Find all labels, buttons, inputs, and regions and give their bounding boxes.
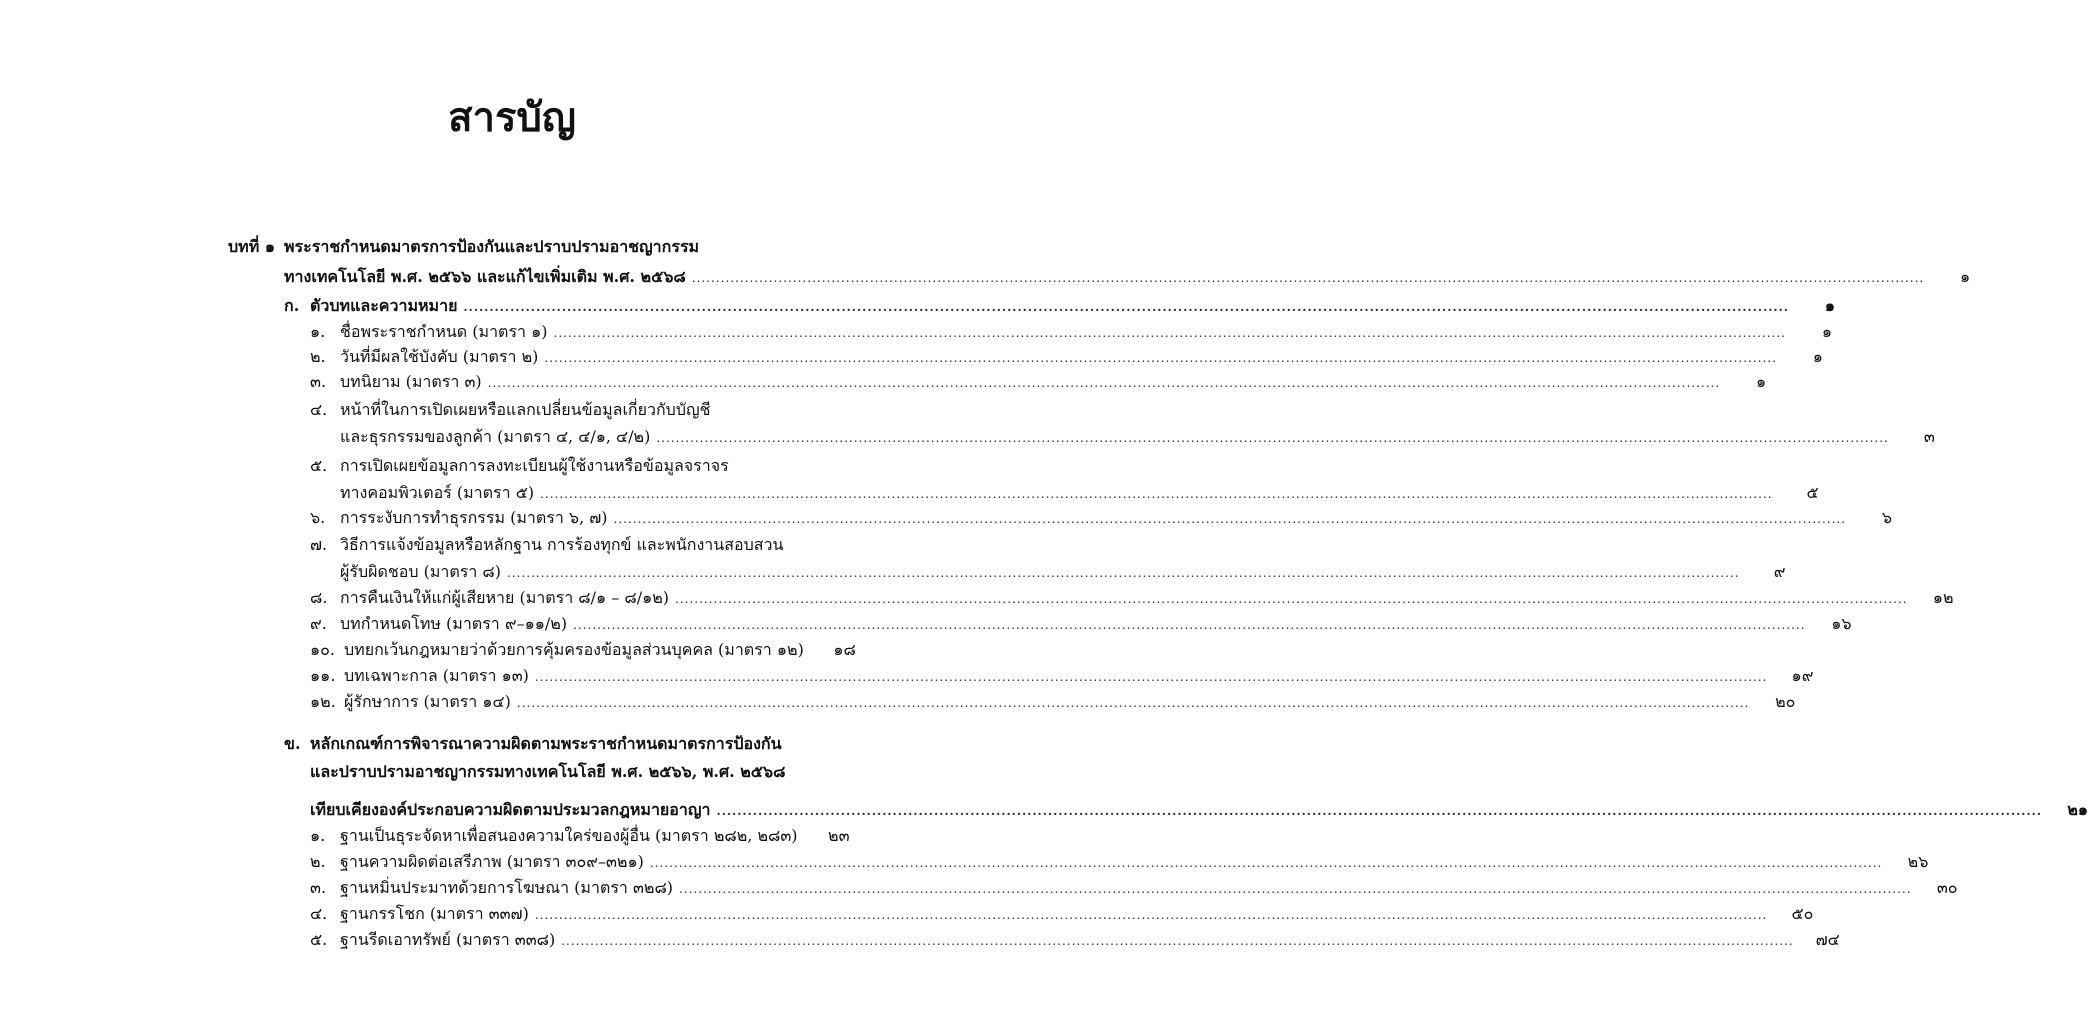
item-number: ๑๐. (310, 640, 336, 659)
page-number: ๑ (1812, 347, 1823, 366)
page-number: ๕ (1806, 483, 1819, 502)
page-number: ๖ (1881, 508, 1893, 527)
toc-item-a7-cont[interactable] (340, 559, 1786, 585)
item-title: การเปิดเผยข้อมูลการลงทะเบียนผู้ใช้งานหรือข้อมูลจราจร (340, 456, 729, 475)
page-number: ๑๘ (833, 640, 856, 659)
page-title: สารบัญ (448, 94, 576, 141)
page-number: ๒๖ (1907, 852, 1929, 871)
section-label: ก. (284, 296, 300, 315)
item-title: วันที่มีผลใช้บังคับ (มาตรา ๒) (340, 347, 539, 366)
section-title: ตัวบทและความหมาย (310, 296, 458, 315)
toc-item-b5[interactable] (310, 927, 1840, 953)
toc-item-a1[interactable] (310, 319, 1832, 345)
item-number: ๕. (310, 456, 328, 475)
page-number: ๙ (1773, 562, 1786, 581)
page-number: ๑ (1824, 296, 1835, 315)
item-title: ฐานเป็นธุระจัดหาเพื่อสนองความใคร่ของผู้อื่น (มาตรา ๒๘๒, ๒๘๓) (340, 826, 798, 845)
page-number: ๒๐ (1775, 692, 1796, 711)
section-b-heading-cont[interactable] (310, 759, 804, 785)
item-number: ๓. (310, 372, 327, 391)
item-title: บทกำหนดโทษ (มาตรา ๙–๑๑/๒) (340, 614, 568, 633)
item-title: ฐานรีดเอาทรัพย์ (มาตรา ๓๓๘) (340, 930, 556, 949)
item-title: บทนิยาม (มาตรา ๓) (340, 372, 482, 391)
item-title: ฐานหมิ่นประมาทด้วยการโฆษณา (มาตรา ๓๒๘) (340, 878, 674, 897)
page-number: ๒๓ (828, 826, 850, 845)
section-a-heading[interactable] (284, 293, 1835, 319)
toc-item-b3[interactable] (310, 875, 1958, 901)
toc-item-b2[interactable] (310, 849, 1929, 875)
toc-item-a5[interactable] (310, 453, 804, 479)
toc-item-a11[interactable] (310, 663, 1814, 689)
toc-item-a12[interactable] (310, 689, 1796, 715)
item-title: ฐานกรรโชก (มาตรา ๓๓๗) (340, 904, 529, 923)
leader-dots (517, 690, 1750, 716)
page-number: ๑ (1755, 372, 1767, 391)
toc-item-b1[interactable] (310, 823, 850, 849)
item-title: ชื่อพระราชกำหนด (มาตรา ๑) (340, 322, 548, 341)
item-number: ๕. (310, 930, 328, 949)
item-title-cont: ทางคอมพิวเตอร์ (มาตรา ๕) (340, 483, 535, 502)
leader-dots (544, 345, 1777, 371)
toc-item-a3[interactable] (310, 369, 1767, 395)
leader-dots (573, 612, 1806, 638)
section-b-heading-cont2[interactable] (310, 797, 2088, 823)
toc-item-a7[interactable] (310, 532, 804, 558)
section-title-cont: และปราบปรามอาชญากรรมทางเทคโนโลยี พ.ศ. ๒๕๖๖, พ.ศ. ๒๕๖๘ (310, 762, 786, 781)
toc-item-a2[interactable] (310, 344, 1823, 370)
leader-dots (614, 506, 1847, 532)
page-number: ๑ (1821, 322, 1832, 341)
leader-dots (717, 798, 2043, 824)
leader-dots (535, 664, 1768, 690)
item-title: บทเฉพาะกาล (มาตรา ๑๓) (344, 666, 529, 685)
page-number: ๒๑ (2067, 800, 2088, 819)
item-number: ๒. (310, 852, 326, 871)
toc-item-a5-cont[interactable] (340, 480, 1819, 506)
page-number: ๗๔ (1815, 930, 1840, 949)
item-number: ๑. (310, 826, 326, 845)
item-title-cont: และธุรกรรมของลูกค้า (มาตรา ๔, ๔/๑, ๔/๒) (340, 427, 651, 446)
chapter-title-line1[interactable] (284, 234, 804, 260)
item-title: การระงับการทำธุรกรรม (มาตรา ๖, ๗) (340, 508, 608, 527)
leader-dots (535, 902, 1768, 928)
item-number: ๑๑. (310, 666, 336, 685)
section-b-heading[interactable] (284, 731, 804, 757)
leader-dots (463, 294, 1789, 320)
item-title: ฐานความผิดต่อเสรีภาพ (มาตรา ๓๐๙–๓๒๑) (340, 852, 644, 871)
leader-dots (650, 850, 1883, 876)
item-title: บทยกเว้นกฎหมายว่าด้วยการคุ้มครองข้อมูลส่วนบุคคล (มาตรา ๑๒) (344, 640, 804, 659)
leader-dots (507, 560, 1740, 586)
page-number: ๕๐ (1791, 904, 1814, 923)
item-number: ๖. (310, 508, 326, 527)
toc-item-b4[interactable] (310, 901, 1814, 927)
leader-dots (692, 265, 1925, 291)
page-number: ๑ (1960, 267, 1971, 286)
item-number: ๑๒. (310, 692, 336, 711)
leader-dots (561, 928, 1794, 954)
item-number: ๙. (310, 614, 327, 633)
chapter-title-line2[interactable] (284, 264, 1971, 290)
section-label: ข. (284, 734, 301, 753)
toc-item-a4[interactable] (310, 397, 804, 423)
page-number: ๑๖ (1831, 614, 1852, 633)
item-number: ๘. (310, 588, 328, 607)
chapter-label: บทที่ ๑ (228, 237, 275, 256)
item-number: ๔. (310, 904, 328, 923)
toc-item-a4-cont[interactable] (340, 424, 1935, 450)
toc-item-a10[interactable] (310, 637, 856, 663)
section-title-cont: เทียบเคียงองค์ประกอบความผิดตามประมวลกฎหมายอาญา (310, 800, 711, 819)
leader-dots (554, 320, 1787, 346)
chapter-title-text: ทางเทคโนโลยี พ.ศ. ๒๕๖๖ และแก้ไขเพิ่มเติม พ.ศ. ๒๕๖๘ (284, 267, 686, 286)
item-number: ๓. (310, 878, 327, 897)
leader-dots (675, 586, 1908, 612)
item-title: วิธีการแจ้งข้อมูลหรือหลักฐาน การร้องทุกข์ และพนักงานสอบสวน (340, 535, 784, 554)
item-number: ๒. (310, 347, 326, 366)
page-number: ๓๐ (1936, 878, 1958, 897)
leader-dots (540, 481, 1773, 507)
item-title: การคืนเงินให้แก่ผู้เสียหาย (มาตรา ๘/๑ – ๘/๑๒) (340, 588, 670, 607)
toc-item-a6[interactable] (310, 505, 1893, 531)
toc-item-a8[interactable] (310, 585, 1954, 611)
item-number: ๑. (310, 322, 326, 341)
item-title: หน้าที่ในการเปิดเผยหรือแลกเปลี่ยนข้อมูลเกี่ยวกับบัญชี (340, 400, 711, 419)
toc-item-a9[interactable] (310, 611, 1852, 637)
item-title-cont: ผู้รับผิดชอบ (มาตรา ๘) (340, 562, 502, 581)
section-title: หลักเกณฑ์การพิจารณาความผิดตามพระราชกำหนดมาตรการป้องกัน (310, 734, 782, 753)
leader-dots (488, 370, 1721, 396)
chapter-title-text: พระราชกำหนดมาตรการป้องกันและปราบปรามอาชญากรรม (284, 237, 700, 256)
item-title: ผู้รักษาการ (มาตรา ๑๔) (344, 692, 511, 711)
item-number: ๗. (310, 535, 328, 554)
page-number: ๑๒ (1932, 588, 1954, 607)
item-number: ๔. (310, 400, 328, 419)
leader-dots (656, 425, 1889, 451)
page-number: ๓ (1923, 427, 1935, 446)
page-number: ๑๙ (1791, 666, 1814, 685)
leader-dots (679, 876, 1912, 902)
